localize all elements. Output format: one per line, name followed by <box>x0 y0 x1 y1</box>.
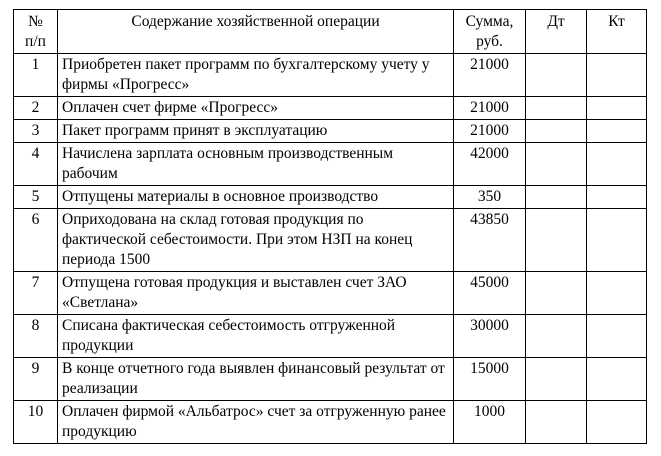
row-text: Пакет программ принят в эксплуатацию <box>58 120 454 143</box>
row-text: Оприходована на склад готовая продукция по фактической себестоимости. При этом НЗП на конец периода 1500 <box>58 209 454 272</box>
row-dt <box>526 358 587 401</box>
row-sum: 15000 <box>454 358 526 401</box>
row-dt <box>526 97 587 120</box>
row-kt <box>587 358 647 401</box>
row-sum: 43850 <box>454 209 526 272</box>
row-kt <box>587 120 647 143</box>
row-kt <box>587 272 647 315</box>
row-sum: 1000 <box>454 401 526 444</box>
header-row <box>14 10 647 54</box>
row-kt <box>587 315 647 358</box>
row-text: Отпущены материалы в основное производство <box>58 186 454 209</box>
row-kt <box>587 143 647 186</box>
table-row <box>14 401 647 444</box>
header-dt: Дт <box>526 10 587 54</box>
row-text: Списана фактическая себестоимость отгруженной продукции <box>58 315 454 358</box>
row-sum: 45000 <box>454 272 526 315</box>
row-sum: 21000 <box>454 120 526 143</box>
row-text: Приобретен пакет программ по бухгалтерскому учету у фирмы «Прогресс» <box>58 54 454 97</box>
row-text: Оплачен фирмой «Альбатрос» счет за отгруженную ранее продукцию <box>58 401 454 444</box>
header-num: № п/п <box>14 10 58 54</box>
row-sum: 42000 <box>454 143 526 186</box>
row-kt <box>587 54 647 97</box>
row-kt <box>587 186 647 209</box>
row-text: В конце отчетного года выявлен финансовый результат от реализации <box>58 358 454 401</box>
table-row <box>14 272 647 315</box>
operations-table <box>13 9 647 444</box>
table-row <box>14 120 647 143</box>
row-num: 1 <box>14 54 58 97</box>
row-dt <box>526 272 587 315</box>
row-num: 8 <box>14 315 58 358</box>
row-kt <box>587 401 647 444</box>
row-sum: 21000 <box>454 54 526 97</box>
row-num: 4 <box>14 143 58 186</box>
row-num: 7 <box>14 272 58 315</box>
row-sum: 350 <box>454 186 526 209</box>
table-row <box>14 54 647 97</box>
row-num: 9 <box>14 358 58 401</box>
row-kt <box>587 97 647 120</box>
row-dt <box>526 209 587 272</box>
row-num: 3 <box>14 120 58 143</box>
table-row <box>14 358 647 401</box>
row-dt <box>526 120 587 143</box>
table-row <box>14 315 647 358</box>
row-sum: 21000 <box>454 97 526 120</box>
header-kt: Кт <box>587 10 647 54</box>
table-row <box>14 186 647 209</box>
row-num: 6 <box>14 209 58 272</box>
row-dt <box>526 143 587 186</box>
table-row <box>14 143 647 186</box>
row-dt <box>526 186 587 209</box>
row-sum: 30000 <box>454 315 526 358</box>
row-num: 5 <box>14 186 58 209</box>
header-sum: Сумма, руб. <box>454 10 526 54</box>
row-dt <box>526 401 587 444</box>
row-text: Начислена зарплата основным производственным рабочим <box>58 143 454 186</box>
row-dt <box>526 315 587 358</box>
row-text: Отпущена готовая продукция и выставлен счет ЗАО «Светлана» <box>58 272 454 315</box>
row-dt <box>526 54 587 97</box>
table-row <box>14 209 647 272</box>
table-row <box>14 97 647 120</box>
header-content: Содержание хозяйственной операции <box>58 10 454 54</box>
row-num: 10 <box>14 401 58 444</box>
row-text: Оплачен счет фирме «Прогресс» <box>58 97 454 120</box>
row-kt <box>587 209 647 272</box>
row-num: 2 <box>14 97 58 120</box>
